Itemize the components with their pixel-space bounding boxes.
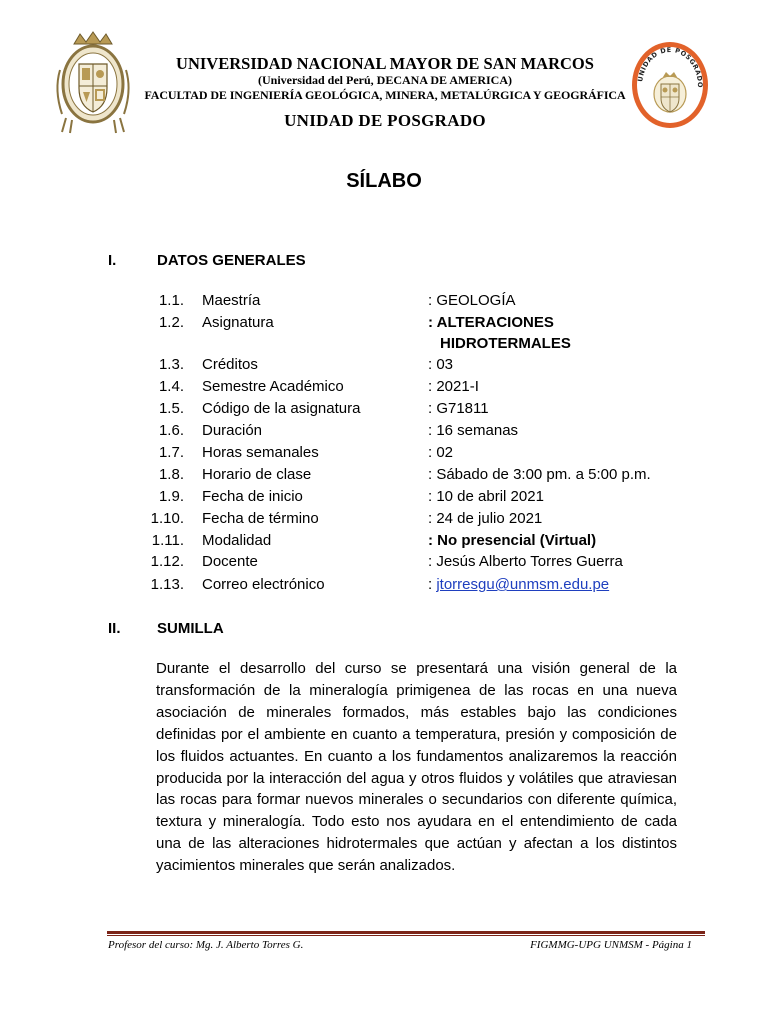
list-item <box>0 400 768 422</box>
item-number: 1.5. <box>158 400 184 417</box>
item-label: Horario de clase <box>202 466 312 483</box>
item-value: : Jesús Alberto Torres Guerra <box>428 553 623 570</box>
item-value: : 16 semanas <box>428 422 519 439</box>
university-subtitle: (Universidad del Perú, DECANA DE AMERICA) <box>257 73 512 87</box>
item-number: 1.11. <box>151 532 184 549</box>
item-value: : No presencial (Virtual) <box>428 532 597 549</box>
item-value: : ALTERACIONES <box>428 314 554 331</box>
list-item <box>0 466 768 488</box>
item-value: : 10 de abril 2021 <box>428 488 544 505</box>
item-number: 1.6. <box>158 422 184 439</box>
list-item <box>0 314 768 336</box>
item-number: 1.12. <box>150 553 184 570</box>
footer-rule <box>107 931 705 934</box>
item-label: Código de la asignatura <box>202 400 361 417</box>
email-prefix: : <box>428 576 433 593</box>
list-item <box>0 292 768 314</box>
university-name: UNIVERSIDAD NACIONAL MAYOR DE SAN MARCOS <box>176 54 594 73</box>
list-item <box>0 510 768 532</box>
item-label: Horas semanales <box>202 444 319 461</box>
posgrado-seal-logo <box>630 40 710 130</box>
item-value: : Sábado de 3:00 pm. a 5:00 p.m. <box>428 466 651 483</box>
email-link[interactable]: jtorresgu@unmsm.edu.pe <box>436 576 610 593</box>
item-label: Semestre Académico <box>202 378 344 395</box>
list-item <box>0 444 768 466</box>
item-number: 1.7. <box>158 444 184 461</box>
item-value: : 03 <box>428 356 454 373</box>
item-number: 1.9. <box>158 488 184 505</box>
list-item <box>0 335 768 357</box>
item-number: 1.1. <box>158 292 184 309</box>
list-item <box>0 532 768 554</box>
item-label: Créditos <box>202 356 258 373</box>
item-label: Correo electrónico <box>202 576 325 593</box>
list-item <box>0 356 768 378</box>
item-label: Duración <box>202 422 263 439</box>
item-number: 1.10. <box>150 510 184 527</box>
item-label: Fecha de inicio <box>202 488 303 505</box>
section-1-title: DATOS GENERALES <box>157 252 306 269</box>
item-label: Docente <box>202 553 258 570</box>
item-label: Modalidad <box>202 532 272 549</box>
list-item <box>0 576 768 598</box>
section-2-title: SUMILLA <box>157 620 224 637</box>
item-number: 1.3. <box>158 356 184 373</box>
item-label: Maestría <box>202 292 261 309</box>
item-value: : GEOLOGÍA <box>428 292 516 309</box>
section-1-number: I. <box>108 252 117 269</box>
item-value: : 24 de julio 2021 <box>428 510 543 527</box>
item-value: : 2021-I <box>428 378 479 395</box>
list-item <box>0 488 768 510</box>
list-item <box>0 378 768 400</box>
faculty-name: FACULTAD DE INGENIERÍA GEOLÓGICA, MINERA, METALÚRGICA Y GEOGRÁFICA <box>144 88 626 102</box>
list-item <box>0 553 768 575</box>
seal-text: UNIDAD DE POSGRADO <box>636 45 705 89</box>
item-label: Asignatura <box>202 314 274 331</box>
unit-name: UNIDAD DE POSGRADO <box>284 111 486 130</box>
section-2-number: II. <box>108 620 121 637</box>
footer-rule-thin <box>107 935 705 936</box>
item-value: : G71811 <box>428 400 489 417</box>
item-value <box>428 576 609 593</box>
sumilla-paragraph: Durante el desarrollo del curso se presentará una visión general de la transformación de la mineralogía primigenea de las rocas en una nueva asociación de minerales formados, más estables bajo las condiciones definidas por el ambiente en cuanto a temperatura, presión y composición de los fluidos actuantes. En cuanto a los fundamentos analizaremos la reacción producida por la interacción del agua y otros fluidos y volátiles que atraviesan las rocas para formar nuevos minerales o secundarios con diferente química, textura y mineralogía. Todo esto nos ayudara en el entendimiento de cada una de las alteraciones hidrotermales que actúan y afectan a los distintos yacimientos minerales que serán analizados. <box>156 660 677 875</box>
document-title: SÍLABO <box>346 170 422 192</box>
item-value: : 02 <box>428 444 454 461</box>
item-value-continued: HIDROTERMALES <box>440 335 571 352</box>
item-number: 1.8. <box>158 466 184 483</box>
list-item <box>0 422 768 444</box>
item-number: 1.4. <box>158 378 184 395</box>
footer-professor: Profesor del curso: Mg. J. Alberto Torres G. <box>108 939 304 951</box>
item-number: 1.2. <box>158 314 184 331</box>
item-number: 1.13. <box>150 576 184 593</box>
item-label: Fecha de término <box>202 510 319 527</box>
unmsm-crest-logo <box>52 30 134 134</box>
footer-page-info: FIGMMG-UPG UNMSM - Página 1 <box>530 939 692 951</box>
